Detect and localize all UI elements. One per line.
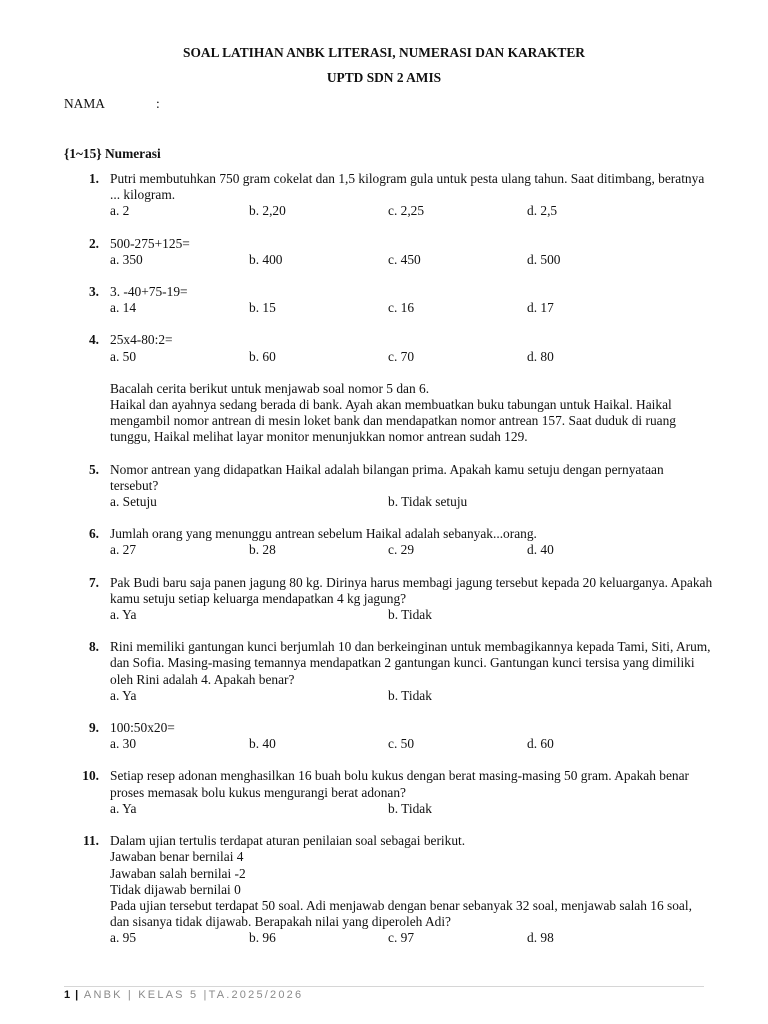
question-text: Nomor antrean yang didapatkan Haikal adalah bilangan prima. Apakah kamu setuju dengan pernyataan tersebut? — [110, 461, 664, 493]
question-number: 6. — [88, 526, 99, 542]
question-text: 25x4-80:2= — [110, 332, 173, 348]
option-c: c. 450 — [388, 251, 421, 267]
option-d: d. 98 — [527, 930, 554, 946]
option-a: a. 2 — [110, 203, 130, 219]
question-text: 100:50x20= — [110, 720, 175, 736]
question-number: 8. — [88, 639, 99, 655]
option-c: c. 70 — [388, 348, 415, 364]
option-d: d. 80 — [527, 348, 554, 364]
option-a: a. 95 — [110, 930, 137, 946]
option-a: a. 14 — [110, 300, 137, 316]
option-c: c. 29 — [388, 542, 415, 558]
passage-text: Haikal dan ayahnya sedang berada di bank. Ayah akan membuatkan buku tabungan untuk Haikal. Haikal mengambil nomor antrean di mesin loket bank dan mendapatkan nomor antrean 157. Saat duduk di ruang tunggu, Haikal melihat layar monitor menunjukkan nomor antrean sudah 129. — [110, 397, 676, 445]
question-2 — [64, 236, 714, 268]
school-name: UPTD SDN 2 AMIS — [326, 70, 442, 85]
option-a: a. Setuju — [110, 494, 157, 510]
question-7 — [64, 575, 714, 624]
option-c: c. 16 — [388, 300, 415, 316]
rule-correct: Jawaban benar bernilai 4 — [110, 849, 244, 865]
option-c: c. 2,25 — [388, 203, 425, 219]
name-colon: : — [156, 96, 160, 111]
question-text: Jumlah orang yang menunggu antrean sebelum Haikal adalah sebanyak...orang. — [110, 526, 537, 542]
question-number: 3. — [88, 284, 99, 300]
option-d: d. 17 — [527, 300, 554, 316]
option-c: c. 97 — [388, 930, 415, 946]
option-b: b. 15 — [249, 300, 276, 316]
section-heading: {1~15} Numerasi — [64, 146, 161, 161]
option-b: b. Tidak — [388, 607, 432, 623]
option-b: b. Tidak — [388, 687, 432, 703]
reading-passage — [64, 381, 714, 446]
rule-blank: Tidak dijawab bernilai 0 — [110, 881, 241, 897]
rule-wrong: Jawaban salah bernilai -2 — [110, 865, 246, 881]
question-text: Rini memiliki gantungan kunci berjumlah 10 dan berkeinginan untuk membagikannya kepada Tami, Siti, Arum, dan Sofia. Masing-masing temannya mendapatkan 2 gantungan kunci. Gantungan kunci tersisa yang dimiliki oleh Rini adalah 4. Apakah benar? — [110, 639, 711, 687]
question-number: 5. — [88, 461, 99, 477]
question-4 — [64, 332, 714, 364]
question-number: 11. — [83, 833, 99, 849]
question-9 — [64, 720, 714, 752]
option-d: d. 2,5 — [527, 203, 558, 219]
question-3 — [64, 284, 714, 316]
question-11 — [64, 833, 714, 946]
question-prompt: Pada ujian tersebut terdapat 50 soal. Adi menjawab dengan benar sebanyak 32 soal, menjawab salah 16 soal, dan sisanya tidak dijawab. Berapakah nilai yang diperoleh Adi? — [110, 897, 692, 930]
option-a: a. 350 — [110, 251, 143, 267]
footer-text: ANBK | KELAS 5 |TA.2025/2026 — [83, 989, 304, 1001]
options — [110, 930, 714, 946]
name-row — [64, 96, 160, 112]
option-a: a. Ya — [110, 687, 137, 703]
options — [110, 349, 714, 365]
question-number: 1. — [88, 171, 99, 186]
option-b: b. 40 — [249, 736, 276, 752]
question-text: Dalam ujian tertulis terdapat aturan penilaian soal sebagai berikut. — [110, 833, 466, 849]
options — [110, 252, 714, 268]
options — [110, 542, 714, 558]
question-number: 2. — [88, 235, 99, 251]
option-b: b. 28 — [249, 542, 276, 558]
question-number: 10. — [82, 768, 99, 784]
question-number: 9. — [88, 720, 99, 736]
page-number: 1 | — [64, 989, 80, 1001]
option-a: a. Ya — [110, 607, 137, 623]
options — [110, 494, 714, 510]
option-c: c. 50 — [388, 736, 415, 752]
options — [110, 203, 714, 219]
question-number: 4. — [88, 332, 99, 348]
option-b: b. 2,20 — [249, 203, 286, 219]
option-b: b. 96 — [249, 930, 276, 946]
option-b: b. 400 — [249, 251, 283, 267]
option-b: b. Tidak setuju — [388, 494, 468, 510]
document-title: SOAL LATIHAN ANBK LITERASI, NUMERASI DAN KARAKTER — [183, 45, 585, 60]
question-text: Pak Budi baru saja panen jagung 80 kg. Dirinya harus membagi jagung tersebut kepada 20 keluarganya. Apakah kamu setuju setiap keluarga mendapatkan 4 kg jagung? — [110, 574, 713, 606]
question-5 — [64, 462, 714, 511]
passage-instruction: Bacalah cerita berikut untuk menjawab soal nomor 5 dan 6. — [110, 380, 430, 396]
name-label: NAMA — [64, 96, 105, 111]
option-d: d. 500 — [527, 251, 561, 267]
options — [110, 688, 714, 704]
question-text: 500-275+125= — [110, 235, 190, 251]
option-b: b. Tidak — [388, 800, 432, 816]
option-a: a. Ya — [110, 800, 137, 816]
options — [110, 300, 714, 316]
option-a: a. 30 — [110, 736, 137, 752]
question-1 — [64, 171, 714, 220]
options — [110, 736, 714, 752]
question-list — [64, 171, 714, 947]
question-6 — [64, 526, 714, 558]
footer-divider — [64, 986, 704, 987]
question-text: Setiap resep adonan menghasilkan 16 buah bolu kukus dengan berat masing-masing 50 gram. Apakah benar proses memasak bolu kukus mengurangi berat adonan? — [110, 768, 689, 800]
option-b: b. 60 — [249, 348, 276, 364]
option-a: a. 27 — [110, 542, 137, 558]
question-8 — [64, 639, 714, 704]
option-d: d. 60 — [527, 736, 554, 752]
options — [110, 801, 714, 817]
option-a: a. 50 — [110, 348, 137, 364]
page-footer — [64, 989, 303, 1001]
question-text: Putri membutuhkan 750 gram cokelat dan 1,5 kilogram gula untuk pesta ulang tahun. Saat ditimbang, beratnya ... kilogram. — [110, 171, 705, 203]
question-number: 7. — [88, 574, 99, 590]
options — [110, 607, 714, 623]
question-10 — [64, 768, 714, 817]
option-d: d. 40 — [527, 542, 554, 558]
question-text: 3. -40+75-19= — [110, 284, 188, 300]
